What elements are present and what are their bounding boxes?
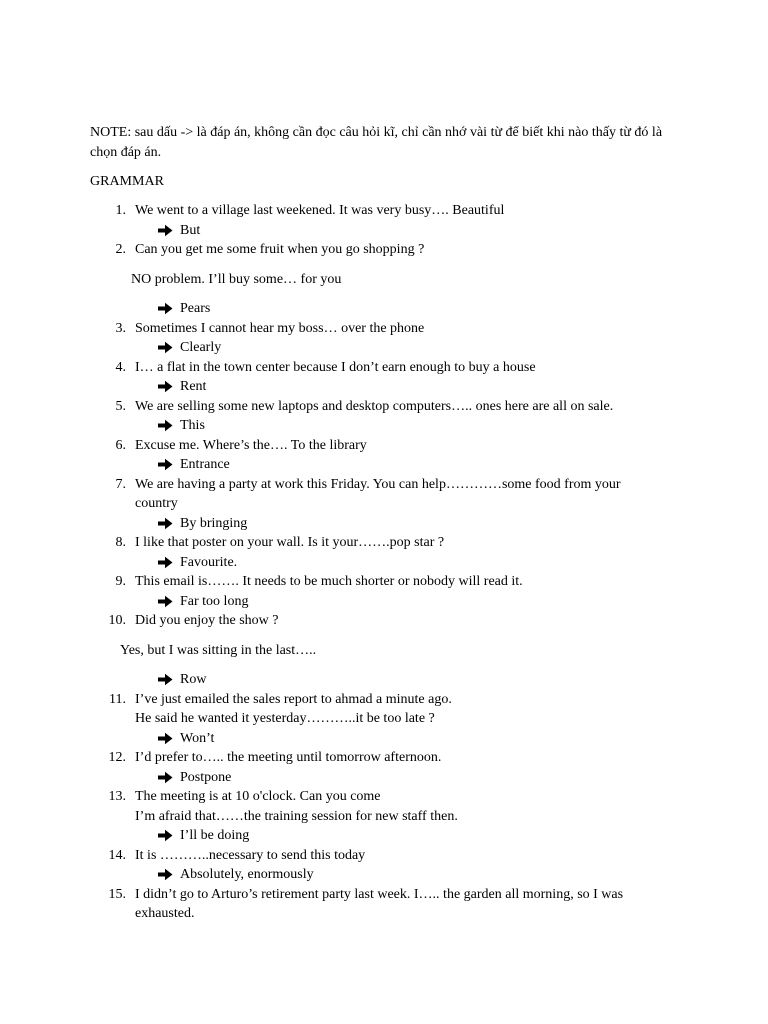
- question-number: 11.: [109, 691, 126, 707]
- answer-item: [0, 416, 768, 436]
- answer-item: [0, 826, 768, 846]
- question-number: 12.: [108, 750, 126, 765]
- question-item: [0, 611, 675, 631]
- right-arrow-icon: [158, 299, 176, 318]
- question-number: 1.: [115, 203, 126, 218]
- question-number: 10.: [108, 613, 126, 628]
- answer-item: [0, 592, 768, 612]
- question-text: I… a flat in the town center because I don’t earn enough to buy a house: [135, 359, 536, 375]
- question-number: 8.: [115, 535, 126, 550]
- question-number: 5.: [115, 398, 126, 414]
- right-arrow-icon: [158, 338, 176, 357]
- question-text: exhausted.: [135, 906, 195, 921]
- section-heading: GRAMMAR: [90, 174, 164, 189]
- answer-text: Entrance: [180, 457, 230, 472]
- question-number: 14.: [108, 847, 126, 863]
- question-item: [0, 475, 675, 514]
- right-arrow-icon: [158, 514, 176, 533]
- reply-text: NO problem. I’ll buy some… for you: [131, 271, 342, 287]
- answer-item: [0, 670, 768, 690]
- question-text: Sometimes I cannot hear my boss… over the phone: [135, 320, 425, 336]
- question-text: Can you get me some fruit when you go shopping ?: [135, 242, 425, 257]
- answer-text: Far too long: [180, 593, 249, 609]
- answer-item: [0, 455, 768, 475]
- question-number: 15.: [108, 886, 126, 902]
- answer-text: Clearly: [180, 340, 222, 355]
- answer-item: [0, 553, 768, 573]
- answer-item: [0, 729, 768, 749]
- answer-text: Postpone: [180, 769, 232, 785]
- answer-text: Won’t: [180, 730, 215, 746]
- question-item: [0, 436, 675, 456]
- question-list: [0, 201, 768, 924]
- answer-text: Rent: [180, 379, 207, 394]
- answer-item: [0, 768, 768, 788]
- question-text: We are selling some new laptops and desktop computers….. ones here are all on sale.: [135, 398, 614, 414]
- answer-text: By bringing: [180, 515, 248, 531]
- answer-text: Favourite.: [180, 554, 238, 570]
- question-text: Excuse me. Where’s the…. To the library: [135, 437, 367, 453]
- question-item: [0, 201, 675, 221]
- question-number: 6.: [115, 437, 126, 453]
- question-text: The meeting is at 10 o'clock. Can you come: [135, 789, 381, 804]
- question-item: [0, 885, 675, 924]
- question-item: [0, 572, 675, 592]
- question-text: This email is……. It needs to be much shorter or nobody will read it.: [135, 574, 523, 589]
- question-item: [0, 690, 675, 729]
- question-text: Did you enjoy the show ?: [135, 613, 279, 628]
- answer-text: But: [180, 222, 201, 238]
- answer-item: [0, 377, 768, 397]
- right-arrow-icon: [158, 670, 176, 689]
- question-item: [0, 240, 675, 260]
- right-arrow-icon: [158, 768, 176, 787]
- question-text: country: [135, 496, 178, 511]
- answer-text: Row: [180, 672, 207, 687]
- right-arrow-icon: [158, 416, 176, 435]
- question-item: [0, 533, 675, 553]
- question-number: 2.: [115, 242, 126, 257]
- right-arrow-icon: [158, 221, 176, 240]
- question-text: We are having a party at work this Friday. You can help…………some food from your: [135, 476, 621, 492]
- question-text: I’ve just emailed the sales report to ahmad a minute ago.: [135, 691, 452, 707]
- right-arrow-icon: [158, 377, 176, 396]
- question-item: [0, 358, 675, 378]
- question-item: [0, 787, 675, 826]
- right-arrow-icon: [158, 455, 176, 474]
- question-item: [0, 748, 675, 768]
- answer-item: [0, 514, 768, 534]
- right-arrow-icon: [158, 553, 176, 572]
- question-text: He said he wanted it yesterday………..it be too late ?: [135, 711, 435, 726]
- question-text: I like that poster on your wall. Is it your…….pop star ?: [135, 535, 445, 550]
- answer-text: Pears: [180, 301, 211, 316]
- question-number: 3.: [115, 320, 126, 336]
- answer-item: [0, 299, 768, 319]
- answer-item: [0, 865, 768, 885]
- answer-text: I’ll be doing: [180, 828, 250, 843]
- question-number: 9.: [115, 574, 126, 589]
- question-number: 13.: [108, 789, 126, 804]
- question-text: I’m afraid that……the training session for new staff then.: [135, 808, 458, 824]
- question-number: 4.: [115, 359, 126, 375]
- question-item: [0, 397, 675, 417]
- question-text: I’d prefer to….. the meeting until tomorrow afternoon.: [135, 750, 442, 765]
- answer-item: [0, 221, 768, 241]
- answer-item: [0, 338, 768, 358]
- question-text: It is ………..necessary to send this today: [135, 847, 366, 863]
- note-paragraph: NOTE: sau dấu -> là đáp án, không cần đọc câu hỏi kĩ, chỉ cần nhớ vài từ để biết khi nào thấy từ đó là chọn đáp án.: [90, 125, 663, 160]
- right-arrow-icon: [158, 865, 176, 884]
- question-item: [0, 319, 675, 339]
- question-number: 7.: [115, 476, 126, 492]
- answer-text: Absolutely, enormously: [180, 867, 314, 882]
- question-item: [0, 846, 675, 866]
- answer-text: This: [180, 418, 205, 433]
- reply-text: Yes, but I was sitting in the last…..: [120, 642, 317, 658]
- right-arrow-icon: [158, 826, 176, 845]
- question-text: We went to a village last weekened. It was very busy…. Beautiful: [135, 203, 505, 218]
- question-text: I didn’t go to Arturo’s retirement party last week. I….. the garden all morning, so I was: [135, 886, 624, 902]
- right-arrow-icon: [158, 592, 176, 611]
- right-arrow-icon: [158, 729, 176, 748]
